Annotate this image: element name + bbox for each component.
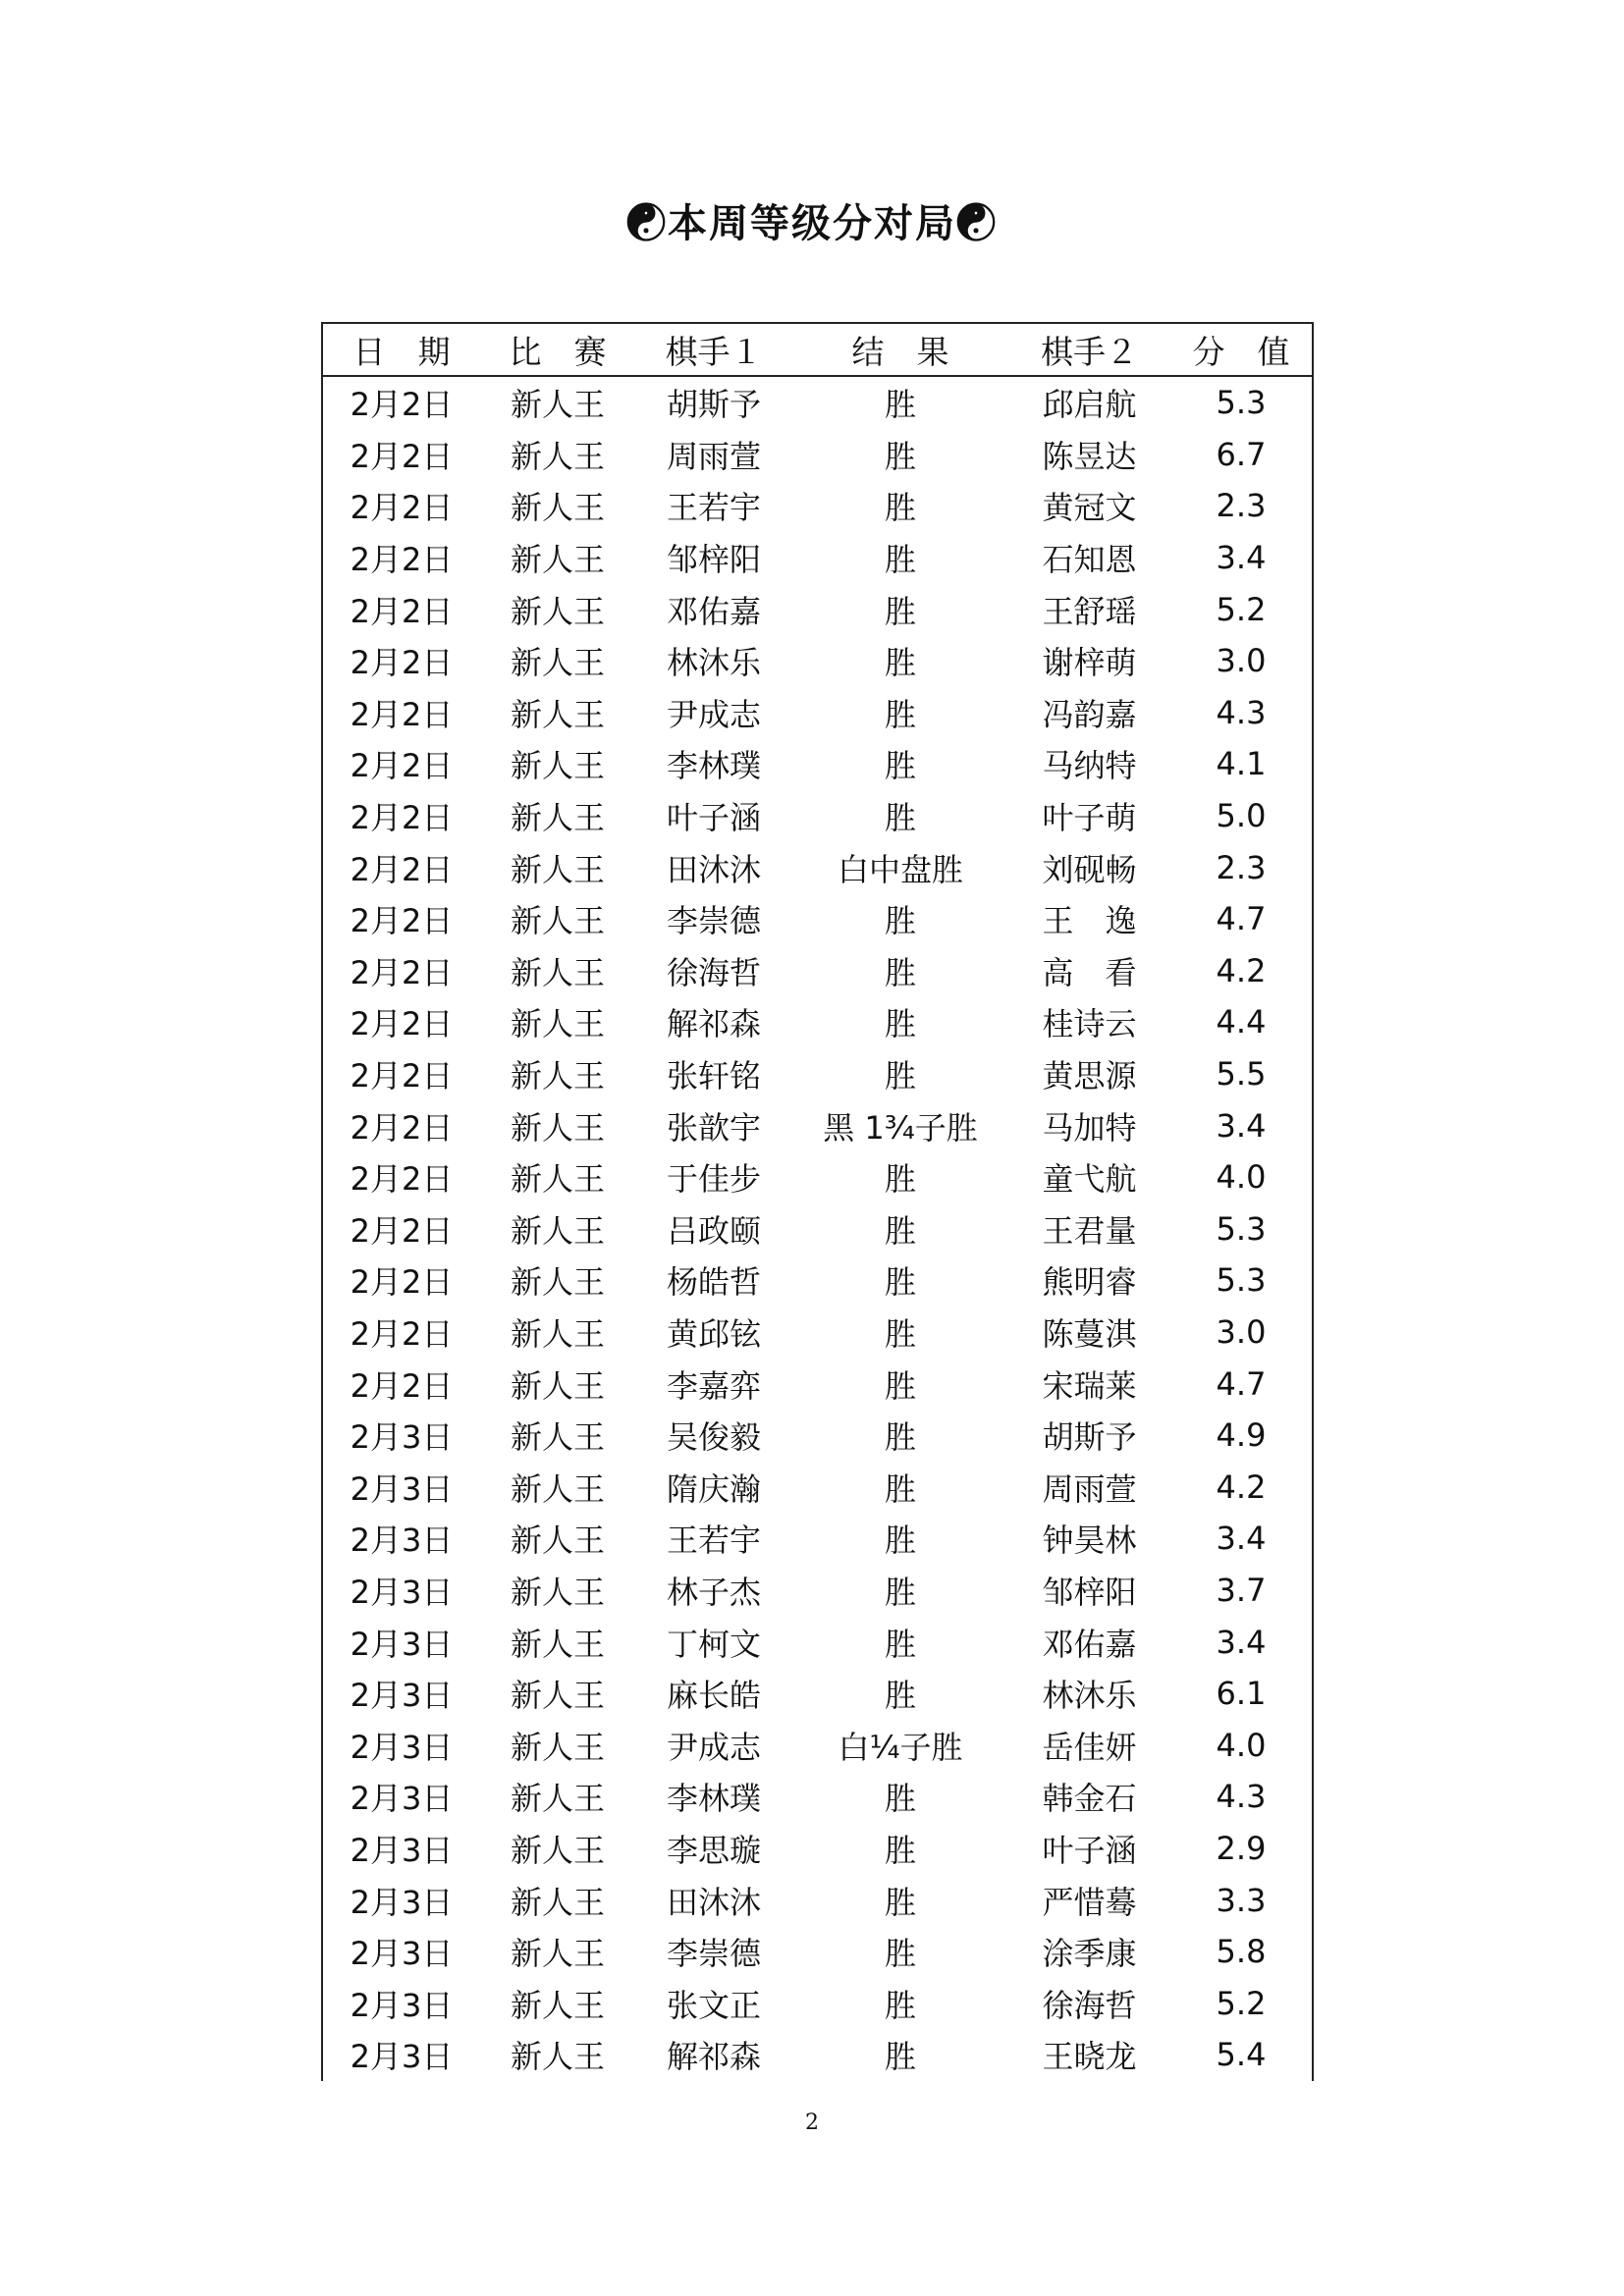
table-row (323, 2029, 1312, 2081)
table-row (323, 1668, 1312, 1720)
table-row (323, 1874, 1312, 1926)
cell-match: 新人王 (510, 1780, 605, 1818)
cell-match: 新人王 (510, 1108, 605, 1147)
cell-date: 2月2日 (350, 799, 454, 837)
cell-match: 新人王 (510, 1005, 605, 1043)
cell-value: 4.0 (1216, 1158, 1267, 1197)
cell-value: 5.8 (1216, 1933, 1267, 1971)
table-row (323, 1461, 1312, 1513)
cell-value: 4.9 (1216, 1416, 1267, 1455)
table-row (323, 1099, 1312, 1151)
table-row (323, 532, 1312, 584)
cell-player2: 周雨萱 (1042, 1469, 1137, 1508)
cell-match: 新人王 (510, 1211, 605, 1250)
cell-date: 2月3日 (350, 1522, 454, 1560)
cell-player1: 王若宇 (666, 489, 761, 527)
cell-player1: 李嘉弈 (666, 1366, 761, 1405)
cell-date: 2月3日 (350, 1831, 454, 1869)
cell-player1: 周雨萱 (666, 437, 761, 475)
header-result: 结 果 (792, 324, 1008, 376)
cell-date: 2月3日 (350, 1780, 454, 1818)
cell-value: 6.7 (1216, 435, 1267, 473)
cell-date: 2月2日 (350, 437, 454, 475)
table-row (323, 1255, 1312, 1307)
cell-result: 胜 (884, 1986, 916, 2024)
cell-date: 2月2日 (350, 1314, 454, 1353)
table-row (323, 1307, 1312, 1359)
cell-date: 2月3日 (350, 1883, 454, 1921)
cell-value: 5.2 (1216, 590, 1267, 628)
table-row (323, 738, 1312, 790)
table-row (323, 1358, 1312, 1410)
cell-result: 胜 (884, 1677, 916, 1715)
cell-player1: 邓佑嘉 (666, 592, 761, 630)
cell-player1: 解祁森 (666, 1005, 761, 1043)
cell-value: 5.3 (1216, 384, 1267, 422)
cell-value: 3.4 (1216, 1106, 1267, 1145)
header-date: 日 期 (323, 324, 480, 376)
cell-player1: 李思璇 (666, 1831, 761, 1869)
cell-date: 2月2日 (350, 541, 454, 579)
table-row (323, 1771, 1312, 1823)
cell-match: 新人王 (510, 695, 605, 733)
cell-value: 5.4 (1216, 2036, 1267, 2074)
table-row (323, 1151, 1312, 1203)
cell-date: 2月2日 (350, 850, 454, 888)
table-row (323, 583, 1312, 635)
cell-player2: 王晓龙 (1042, 2038, 1137, 2076)
cell-date: 2月2日 (350, 1108, 454, 1147)
table-row (323, 480, 1312, 532)
page-title: ☯本周等级分对局☯ (626, 200, 998, 246)
cell-player2: 严惜蓦 (1042, 1883, 1137, 1921)
cell-date: 2月2日 (350, 695, 454, 733)
cell-player1: 田沐沐 (666, 850, 761, 888)
cell-player2: 胡斯予 (1042, 1418, 1137, 1457)
table-row (323, 945, 1312, 997)
cell-player1: 黄邱铉 (666, 1314, 761, 1353)
table-row (323, 1203, 1312, 1255)
cell-player2: 岳佳妍 (1042, 1728, 1137, 1766)
cell-player2: 马加特 (1042, 1108, 1137, 1147)
cell-player1: 张文正 (666, 1986, 761, 2024)
cell-date: 2月3日 (350, 1573, 454, 1611)
cell-result: 胜 (884, 644, 916, 682)
table-row (323, 635, 1312, 687)
cell-match: 新人王 (510, 386, 605, 424)
cell-date: 2月3日 (350, 2038, 454, 2076)
cell-player1: 解祁森 (666, 2038, 761, 2076)
cell-match: 新人王 (510, 1418, 605, 1457)
cell-value: 5.3 (1216, 1261, 1267, 1300)
cell-result: 胜 (884, 902, 916, 940)
cell-result: 胜 (884, 1780, 916, 1818)
cell-value: 5.2 (1216, 1984, 1267, 2022)
cell-date: 2月2日 (350, 592, 454, 630)
cell-value: 4.2 (1216, 1468, 1267, 1506)
cell-date: 2月2日 (350, 489, 454, 527)
cell-value: 3.4 (1216, 539, 1267, 577)
page-number: 2 (805, 2110, 819, 2135)
cell-value: 4.2 (1216, 951, 1267, 989)
cell-player1: 邹梓阳 (666, 541, 761, 579)
table-row (323, 841, 1312, 893)
table-row (323, 1410, 1312, 1462)
cell-match: 新人王 (510, 1469, 605, 1508)
cell-player2: 王舒瑶 (1042, 592, 1137, 630)
table-row (323, 1513, 1312, 1565)
games-table-container (321, 322, 1314, 2081)
cell-player1: 林沐乐 (666, 644, 761, 682)
cell-result: 胜 (884, 1314, 916, 1353)
cell-value: 4.3 (1216, 693, 1267, 731)
cell-result: 胜 (884, 386, 916, 424)
cell-result: 胜 (884, 1057, 916, 1095)
cell-date: 2月2日 (350, 1211, 454, 1250)
cell-match: 新人王 (510, 2038, 605, 2076)
cell-player2: 涂季康 (1042, 1935, 1137, 1973)
cell-value: 4.7 (1216, 900, 1267, 938)
table-row (323, 1719, 1312, 1771)
cell-value: 5.3 (1216, 1209, 1267, 1248)
games-table (323, 324, 1312, 2081)
cell-result: 胜 (884, 1366, 916, 1405)
cell-value: 3.3 (1216, 1881, 1267, 1919)
cell-value: 5.0 (1216, 797, 1267, 835)
cell-match: 新人王 (510, 437, 605, 475)
table-row (323, 1565, 1312, 1617)
cell-player1: 张歆宇 (666, 1108, 761, 1147)
cell-date: 2月2日 (350, 747, 454, 785)
cell-date: 2月3日 (350, 1625, 454, 1663)
cell-player2: 高 看 (1042, 953, 1137, 991)
cell-player1: 于佳步 (666, 1160, 761, 1199)
cell-player2: 林沐乐 (1042, 1677, 1137, 1715)
cell-result: 胜 (884, 953, 916, 991)
cell-result: 胜 (884, 1625, 916, 1663)
cell-result: 胜 (884, 2038, 916, 2076)
cell-result: 胜 (884, 1935, 916, 1973)
cell-value: 2.9 (1216, 1829, 1267, 1867)
cell-result: 胜 (884, 1522, 916, 1560)
cell-player2: 马纳特 (1042, 747, 1137, 785)
cell-value: 5.5 (1216, 1055, 1267, 1094)
cell-player2: 桂诗云 (1042, 1005, 1137, 1043)
cell-player1: 李林璞 (666, 747, 761, 785)
cell-result: 胜 (884, 1160, 916, 1199)
cell-player2: 韩金石 (1042, 1780, 1137, 1818)
cell-result: 胜 (884, 541, 916, 579)
cell-match: 新人王 (510, 1883, 605, 1921)
cell-player1: 王若宇 (666, 1522, 761, 1560)
cell-date: 2月2日 (350, 902, 454, 940)
cell-match: 新人王 (510, 1831, 605, 1869)
cell-player1: 吕政颐 (666, 1211, 761, 1250)
cell-value: 4.7 (1216, 1364, 1267, 1403)
cell-match: 新人王 (510, 644, 605, 682)
header-value: 分 值 (1170, 324, 1312, 376)
cell-date: 2月2日 (350, 644, 454, 682)
cell-date: 2月2日 (350, 1263, 454, 1302)
cell-player2: 王 逸 (1042, 902, 1137, 940)
cell-player2: 谢梓萌 (1042, 644, 1137, 682)
cell-player1: 吴俊毅 (666, 1418, 761, 1457)
cell-date: 2月2日 (350, 1057, 454, 1095)
cell-match: 新人王 (510, 489, 605, 527)
cell-player2: 徐海哲 (1042, 1986, 1137, 2024)
cell-date: 2月3日 (350, 1469, 454, 1508)
cell-result: 白¼子胜 (838, 1728, 963, 1766)
cell-player1: 张轩铭 (666, 1057, 761, 1095)
cell-match: 新人王 (510, 747, 605, 785)
cell-match: 新人王 (510, 1728, 605, 1766)
table-header-row (323, 324, 1312, 376)
table-row (323, 376, 1312, 429)
cell-player2: 陈昱达 (1042, 437, 1137, 475)
cell-match: 新人王 (510, 1677, 605, 1715)
cell-player2: 邱启航 (1042, 386, 1137, 424)
table-row (323, 1048, 1312, 1100)
cell-player2: 冯韵嘉 (1042, 695, 1137, 733)
cell-value: 3.0 (1216, 1312, 1267, 1351)
cell-result: 胜 (884, 1883, 916, 1921)
cell-date: 2月3日 (350, 1728, 454, 1766)
cell-value: 6.1 (1216, 1675, 1267, 1713)
cell-match: 新人王 (510, 541, 605, 579)
cell-result: 胜 (884, 437, 916, 475)
cell-player1: 尹成志 (666, 695, 761, 733)
cell-date: 2月2日 (350, 386, 454, 424)
cell-value: 3.4 (1216, 1520, 1267, 1558)
header-player1: 棋手１ (635, 324, 792, 376)
cell-result: 胜 (884, 1263, 916, 1302)
table-row (323, 429, 1312, 481)
cell-match: 新人王 (510, 1263, 605, 1302)
cell-player2: 宋瑞莱 (1042, 1366, 1137, 1405)
cell-player1: 隋庆瀚 (666, 1469, 761, 1508)
cell-result: 黑 1¾子胜 (823, 1108, 978, 1147)
cell-player1: 李林璞 (666, 1780, 761, 1818)
cell-player2: 黄冠文 (1042, 489, 1137, 527)
cell-player1: 林子杰 (666, 1573, 761, 1611)
cell-player1: 尹成志 (666, 1728, 761, 1766)
cell-match: 新人王 (510, 1160, 605, 1199)
table-row (323, 1616, 1312, 1668)
cell-result: 胜 (884, 1831, 916, 1869)
cell-result: 胜 (884, 747, 916, 785)
cell-match: 新人王 (510, 1522, 605, 1560)
cell-player1: 李崇德 (666, 902, 761, 940)
cell-match: 新人王 (510, 592, 605, 630)
cell-player2: 熊明睿 (1042, 1263, 1137, 1302)
cell-date: 2月2日 (350, 1005, 454, 1043)
cell-value: 4.0 (1216, 1726, 1267, 1764)
cell-player1: 田沐沐 (666, 1883, 761, 1921)
cell-result: 胜 (884, 592, 916, 630)
cell-result: 胜 (884, 1211, 916, 1250)
cell-result: 胜 (884, 489, 916, 527)
cell-player1: 胡斯予 (666, 386, 761, 424)
cell-player2: 童弋航 (1042, 1160, 1137, 1199)
header-match: 比 赛 (480, 324, 635, 376)
cell-value: 2.3 (1216, 848, 1267, 886)
cell-player1: 叶子涵 (666, 799, 761, 837)
cell-result: 胜 (884, 1573, 916, 1611)
cell-player1: 徐海哲 (666, 953, 761, 991)
cell-player2: 王君量 (1042, 1211, 1137, 1250)
cell-value: 2.3 (1216, 487, 1267, 525)
cell-match: 新人王 (510, 902, 605, 940)
cell-match: 新人王 (510, 1314, 605, 1353)
cell-value: 3.4 (1216, 1623, 1267, 1661)
cell-value: 3.0 (1216, 642, 1267, 680)
cell-result: 胜 (884, 695, 916, 733)
cell-match: 新人王 (510, 1057, 605, 1095)
cell-player2: 邓佑嘉 (1042, 1625, 1137, 1663)
cell-player2: 石知恩 (1042, 541, 1137, 579)
cell-match: 新人王 (510, 1986, 605, 2024)
header-player2: 棋手２ (1008, 324, 1170, 376)
cell-match: 新人王 (510, 1625, 605, 1663)
cell-date: 2月3日 (350, 1677, 454, 1715)
table-row (323, 1977, 1312, 2029)
cell-player1: 麻长皓 (666, 1677, 761, 1715)
cell-date: 2月2日 (350, 953, 454, 991)
cell-date: 2月3日 (350, 1935, 454, 1973)
cell-date: 2月2日 (350, 1366, 454, 1405)
cell-value: 3.7 (1216, 1571, 1267, 1609)
cell-value: 4.3 (1216, 1778, 1267, 1816)
table-row (323, 790, 1312, 842)
cell-date: 2月3日 (350, 1986, 454, 2024)
cell-match: 新人王 (510, 799, 605, 837)
cell-player2: 刘砚畅 (1042, 850, 1137, 888)
cell-player1: 丁柯文 (666, 1625, 761, 1663)
table-row (323, 996, 1312, 1048)
cell-match: 新人王 (510, 1573, 605, 1611)
cell-player1: 杨皓哲 (666, 1263, 761, 1302)
cell-result: 白中盘胜 (837, 850, 963, 888)
cell-player1: 李崇德 (666, 1935, 761, 1973)
cell-player2: 黄思源 (1042, 1057, 1137, 1095)
cell-result: 胜 (884, 799, 916, 837)
table-body (323, 376, 1312, 2081)
cell-date: 2月3日 (350, 1418, 454, 1457)
cell-date: 2月2日 (350, 1160, 454, 1199)
cell-value: 4.1 (1216, 745, 1267, 783)
cell-result: 胜 (884, 1469, 916, 1508)
cell-player2: 叶子涵 (1042, 1831, 1137, 1869)
cell-player2: 叶子萌 (1042, 799, 1137, 837)
cell-result: 胜 (884, 1418, 916, 1457)
cell-match: 新人王 (510, 1366, 605, 1405)
table-row (323, 687, 1312, 739)
cell-player2: 邹梓阳 (1042, 1573, 1137, 1611)
table-row (323, 1926, 1312, 1978)
cell-player2: 陈蔓淇 (1042, 1314, 1137, 1353)
cell-match: 新人王 (510, 850, 605, 888)
table-row (323, 893, 1312, 945)
cell-match: 新人王 (510, 1935, 605, 1973)
cell-match: 新人王 (510, 953, 605, 991)
cell-result: 胜 (884, 1005, 916, 1043)
table-row (323, 1823, 1312, 1875)
cell-player2: 钟昊林 (1042, 1522, 1137, 1560)
cell-value: 4.4 (1216, 1003, 1267, 1041)
